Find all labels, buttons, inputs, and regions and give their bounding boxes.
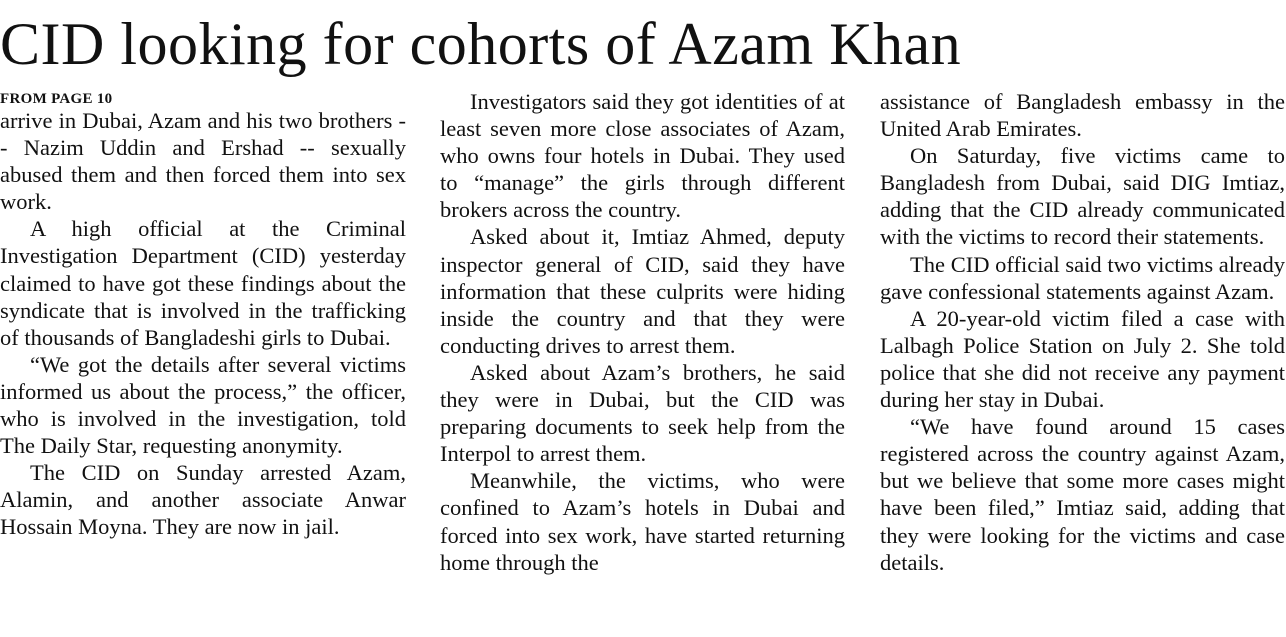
paragraph: A high official at the Criminal Investigation Department (CID) yesterday claimed to have got these findings about the syndicate that is involved in the trafficking of thousands of Bangladeshi girls to Dubai. [0,216,406,350]
article-column-2 [440,88,845,576]
paragraph: arrive in Dubai, Azam and his two brothers -- Nazim Uddin and Ershad -- sexually abused them and then forced them into sex work. [0,108,406,215]
paragraph: “We got the details after several victims informed us about the process,” the officer, who is involved in the investigation, told The Daily Star, requesting anonymity. [0,351,406,459]
headline: CID looking for cohorts of Azam Khan [0,11,962,77]
paragraph: The CID official said two victims already gave confessional statements against Azam. [880,251,1285,304]
paragraph: Asked about Azam’s brothers, he said they were in Dubai, but the CID was preparing documents to seek help from the Interpol to arrest them. [440,359,845,467]
paragraph: “We have found around 15 cases registered across the country against Azam, but we believe that some more cases might have been filed,” Imtiaz said, adding that they were looking for the victims and case details. [880,414,1285,575]
continuation-kicker: FROM PAGE 10 [0,91,113,107]
paragraph: Meanwhile, the victims, who were confined to Azam’s hotels in Dubai and forced into sex work, have started returning home through the [440,468,845,575]
article-column-3 [880,88,1285,576]
paragraph: Investigators said they got identities of at least seven more close associates of Azam, who owns four hotels in Dubai. They used to “manage” the girls through different brokers across the country. [440,89,845,223]
paragraph: Asked about it, Imtiaz Ahmed, deputy inspector general of CID, said they have information that these culprits were hiding inside the country and that they were conducting drives to arrest them. [440,224,845,358]
paragraph: The CID on Sunday arrested Azam, Alamin, and another associate Anwar Hossain Moyna. They are now in jail. [0,460,406,540]
paragraph: On Saturday, five victims came to Bangladesh from Dubai, said DIG Imtiaz, adding that the CID already communicated with the victims to record their statements. [880,143,1285,250]
article-column-1 [0,88,406,541]
paragraph: A 20-year-old victim filed a case with Lalbagh Police Station on July 2. She told police that she did not receive any payment during her stay in Dubai. [880,305,1285,413]
paragraph: assistance of Bangladesh embassy in the United Arab Emirates. [880,89,1285,142]
